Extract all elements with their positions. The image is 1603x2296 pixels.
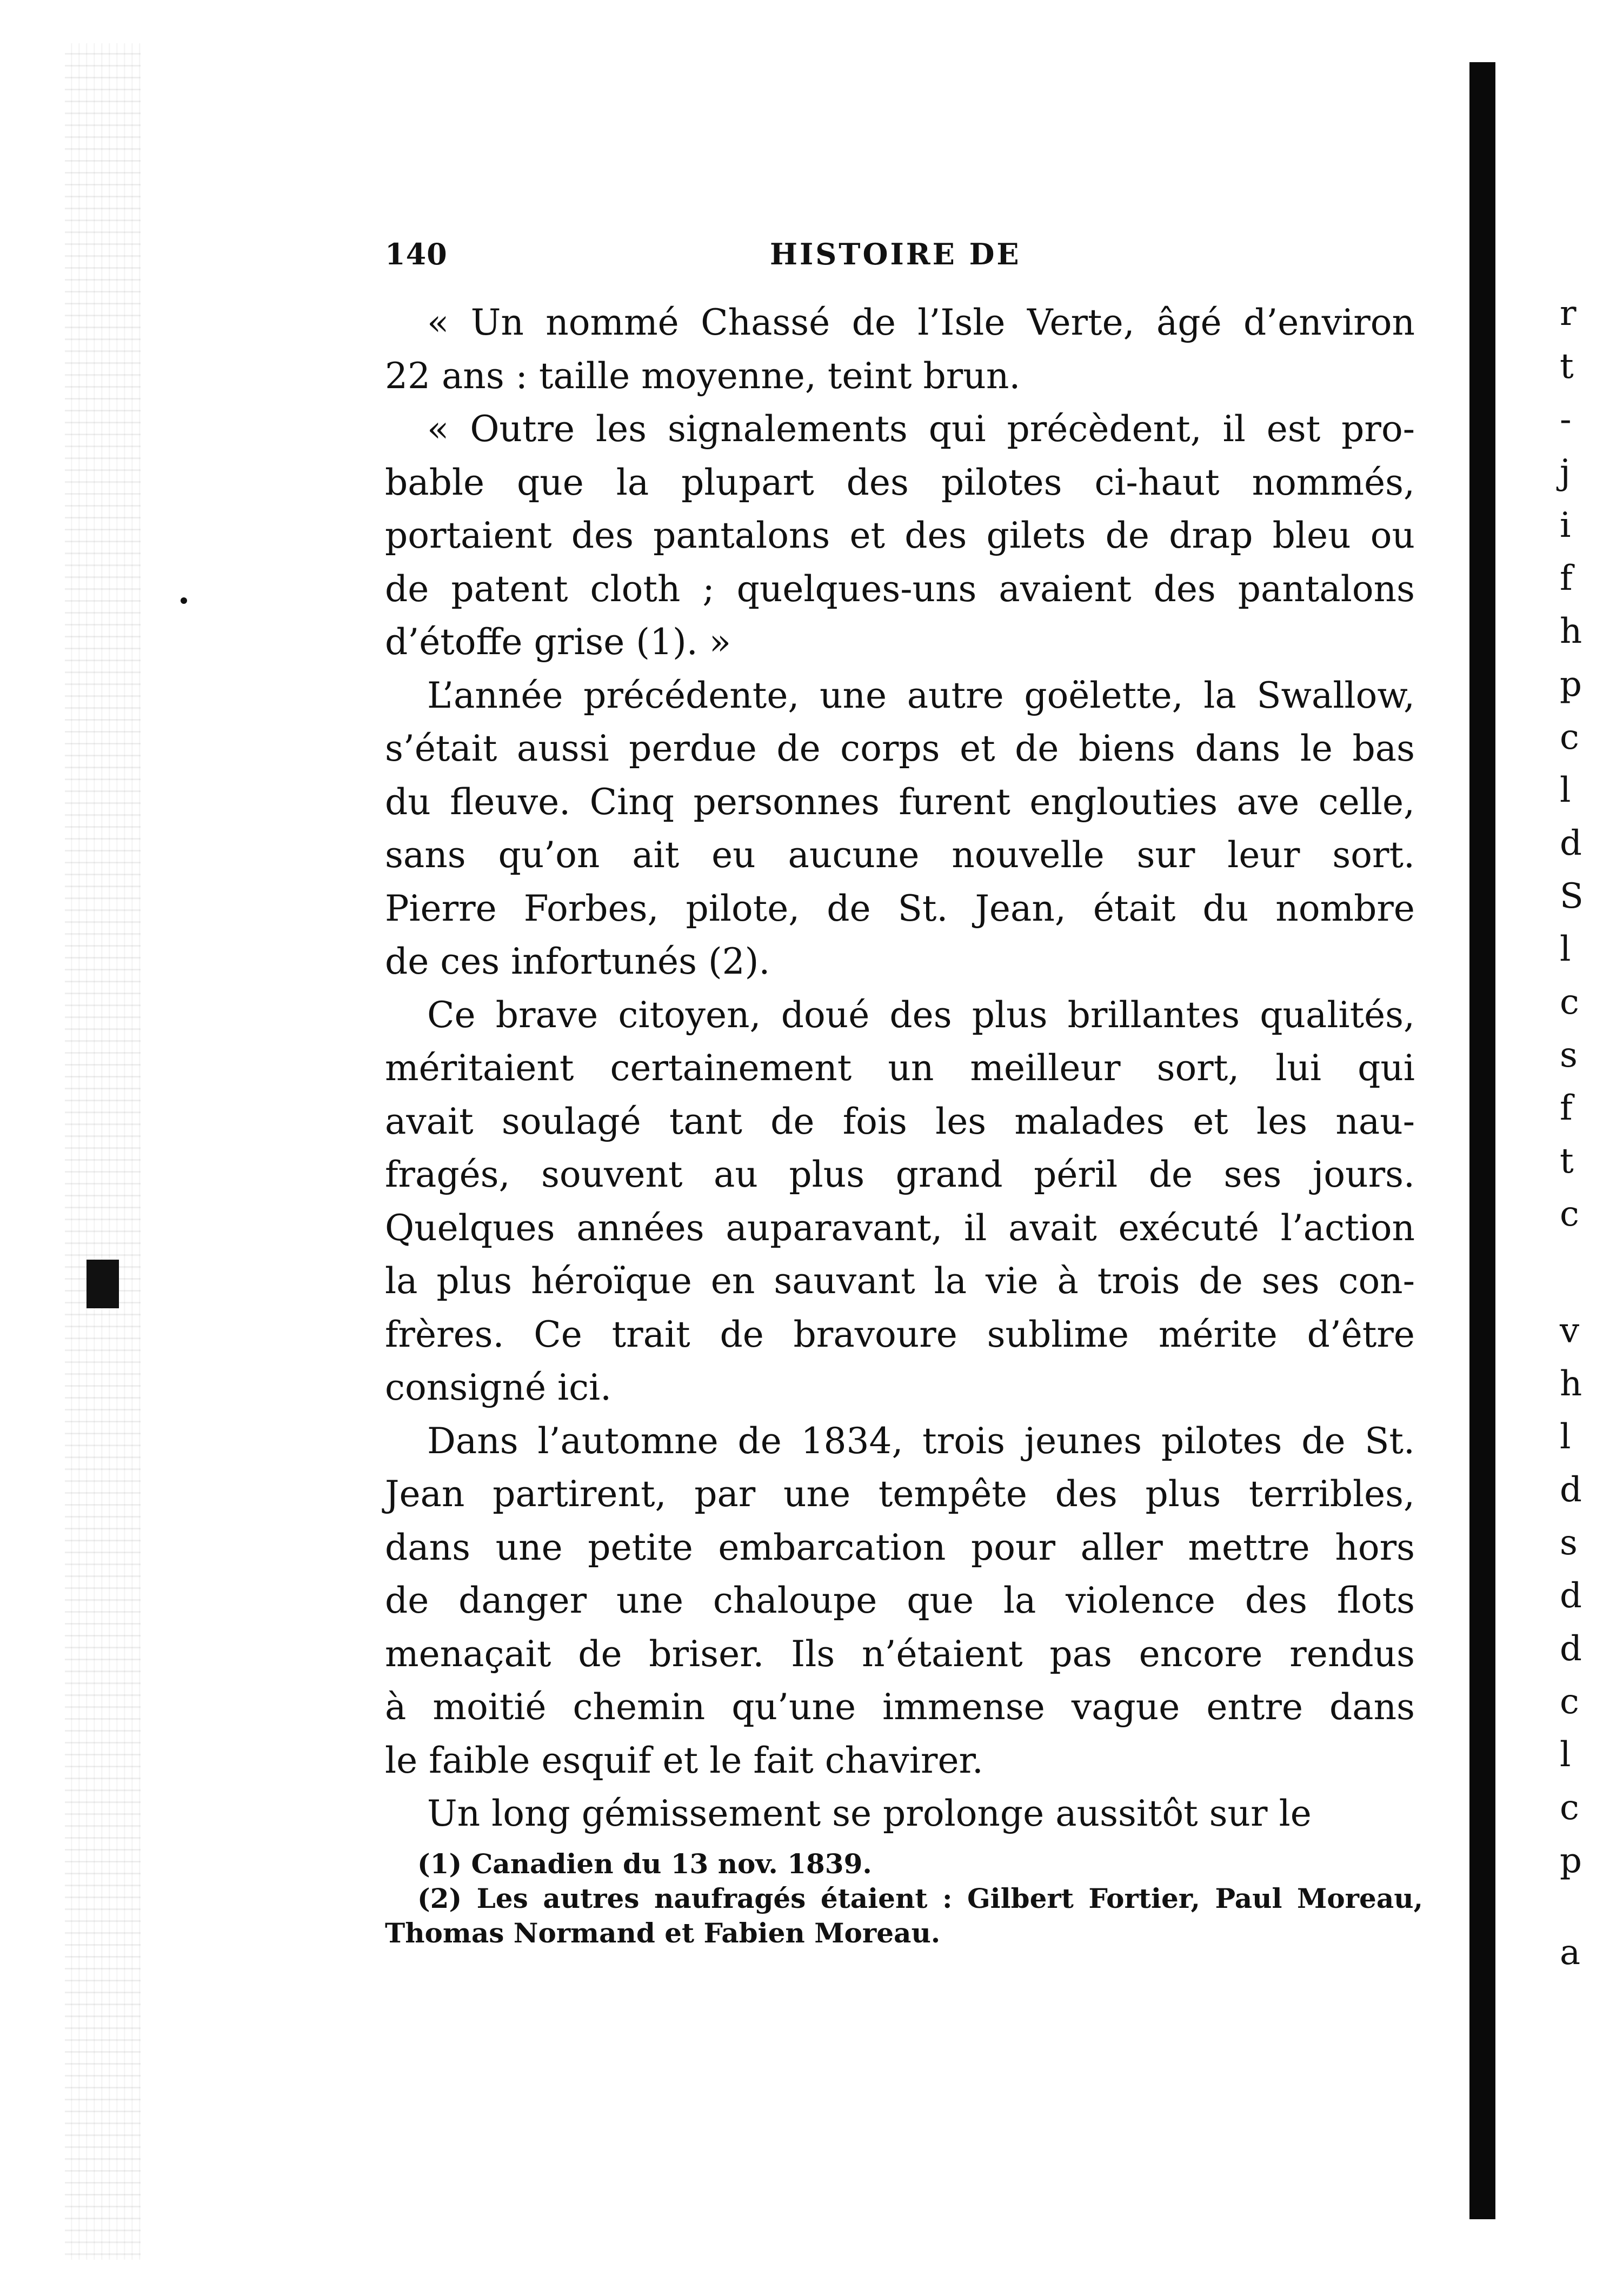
adjacent-page-letter: d	[1560, 823, 1582, 863]
binding-shadow-bar	[1469, 62, 1495, 2219]
text-line: fragés, souvent au plus grand péril de ses jours.	[385, 1154, 1415, 1195]
gutter-ink-mark	[87, 1260, 119, 1308]
text-line: Jean partirent, par une tempête des plus terribles,	[385, 1473, 1415, 1515]
adjacent-page-letter: c	[1560, 1194, 1579, 1234]
page-header	[385, 237, 1023, 275]
page-number: 140	[385, 237, 448, 271]
text-line: menaçait de briser. Ils n’étaient pas encore rendus	[385, 1633, 1415, 1675]
text-line: bable que la plupart des pilotes ci-haut nommés,	[385, 461, 1415, 503]
footnote-1: (1) Canadien du 13 nov. 1839.	[417, 1848, 872, 1880]
adjacent-page-letter: i	[1560, 505, 1571, 545]
paragraph	[385, 1415, 1415, 1788]
adjacent-page-letter: c	[1560, 1788, 1579, 1828]
adjacent-page-letter: f	[1560, 558, 1573, 598]
text-line: d’étoffe grise (1). »	[385, 621, 731, 663]
text-line: Quelques années auparavant, il avait exécuté l’action	[385, 1207, 1415, 1249]
text-line: Pierre Forbes, pilote, de St. Jean, était du nombre	[385, 887, 1415, 929]
text-line: « Un nommé Chassé de l’Isle Verte, âgé d’environ	[427, 302, 1415, 343]
footnote-2-line-2: Thomas Normand et Fabien Moreau.	[385, 1917, 941, 1949]
text-line: portaient des pantalons et des gilets de drap bleu ou	[385, 515, 1415, 556]
adjacent-page-letter: c	[1560, 1682, 1579, 1722]
adjacent-page-letter: c	[1560, 717, 1579, 757]
text-line: frères. Ce trait de bravoure sublime mérite d’être	[385, 1313, 1415, 1355]
text-line: 22 ans : taille moyenne, teint brun.	[385, 355, 1021, 397]
text-line: Dans l’automne de 1834, trois jeunes pilotes de St.	[427, 1420, 1415, 1462]
adjacent-page-letter: s	[1560, 1035, 1578, 1075]
adjacent-page-letter: l	[1560, 770, 1571, 810]
adjacent-page-letter: r	[1560, 294, 1577, 334]
adjacent-page-letter: p	[1560, 1841, 1582, 1881]
footnote-2-line-1: (2) Les autres naufragés étaient : Gilbert Fortier, Paul Moreau,	[417, 1882, 1423, 1914]
adjacent-page-letter: h	[1560, 1364, 1582, 1404]
adjacent-page-letter: p	[1560, 664, 1582, 704]
adjacent-page-letter: v	[1560, 1311, 1580, 1351]
paragraph	[385, 296, 1415, 403]
adjacent-page-letter: d	[1560, 1470, 1582, 1510]
adjacent-page-letter: l	[1560, 1417, 1571, 1457]
text-line: « Outre les signalements qui précèdent, il est pro-	[427, 408, 1415, 450]
footnotes	[385, 1847, 1423, 1951]
adjacent-page-letter: S	[1560, 876, 1584, 916]
adjacent-page-letter: f	[1560, 1088, 1573, 1128]
adjacent-page-letter: a	[1560, 1933, 1581, 1973]
adjacent-page-letter: l	[1560, 1735, 1571, 1775]
paragraph	[385, 989, 1415, 1415]
text-line: de danger une chaloupe que la violence des flots	[385, 1580, 1415, 1621]
adjacent-page-letter: d	[1560, 1629, 1582, 1669]
adjacent-page-letter: d	[1560, 1576, 1582, 1616]
text-line: le faible esquif et le fait chavirer.	[385, 1739, 983, 1781]
text-line: Un long gémissement se prolonge aussitôt sur le	[427, 1793, 1312, 1834]
text-line: s’était aussi perdue de corps et de biens dans le bas	[385, 728, 1415, 769]
adjacent-page-letter: h	[1560, 611, 1582, 651]
text-line: consigné ici.	[385, 1367, 612, 1408]
text-line: sans qu’on ait eu aucune nouvelle sur leur sort.	[385, 834, 1415, 876]
text-line: Ce brave citoyen, doué des plus brillantes qualités,	[427, 994, 1415, 1036]
adjacent-page-letter: c	[1560, 982, 1579, 1022]
adjacent-page-edge	[1560, 0, 1603, 2296]
gutter-scan-noise	[65, 43, 141, 2260]
text-line: avait soulagé tant de fois les malades et les nau-	[385, 1100, 1415, 1142]
running-head: HISTOIRE DE	[770, 237, 1021, 271]
text-line: dans une petite embarcation pour aller mettre hors	[385, 1526, 1415, 1568]
adjacent-page-letter: j	[1560, 452, 1571, 493]
text-line: méritaient certainement un meilleur sort, lui qui	[385, 1047, 1415, 1089]
text-line: de ces infortunés (2).	[385, 941, 770, 982]
adjacent-page-letter: s	[1560, 1523, 1578, 1563]
adjacent-page-letter: t	[1560, 347, 1574, 387]
text-line: du fleuve. Cinq personnes furent englouties ave celle,	[385, 781, 1415, 823]
adjacent-page-letter: l	[1560, 929, 1571, 969]
text-line: de patent cloth ; quelques-uns avaient des pantalons	[385, 568, 1415, 610]
adjacent-page-letter: t	[1560, 1141, 1574, 1181]
ink-dot	[181, 597, 187, 604]
adjacent-page-letter: -	[1560, 400, 1572, 440]
paragraph	[385, 1787, 1415, 1841]
text-line: L’année précédente, une autre goëlette, la Swallow,	[427, 674, 1415, 716]
text-line: à moitié chemin qu’une immense vague entre dans	[385, 1686, 1415, 1728]
paragraph	[385, 669, 1415, 989]
paragraph	[385, 403, 1415, 669]
body-text	[385, 296, 1415, 1841]
text-line: la plus héroïque en sauvant la vie à trois de ses con-	[385, 1260, 1415, 1302]
